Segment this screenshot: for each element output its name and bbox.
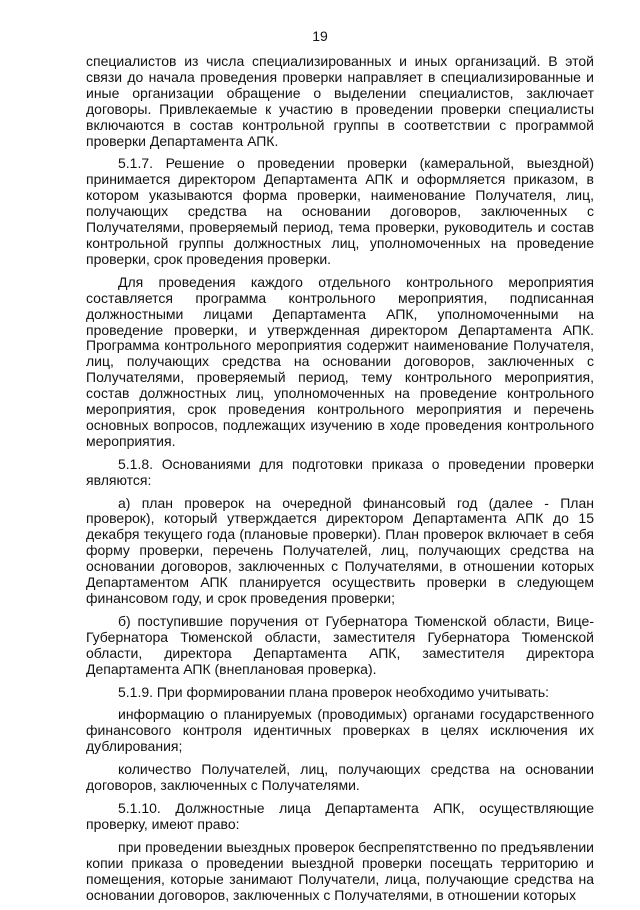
paragraph-5-1-9-info: информацию о планируемых (проводимых) органами государственного финансового контроля идентичных проверках в целях исключения их дублирования; bbox=[86, 706, 594, 755]
paragraph-5-1-9-count: количество Получателей, лиц, получающих средства на основании договоров, заключенных с Получателями. bbox=[86, 761, 594, 794]
paragraph-5-1-9: 5.1.9. При формировании плана проверок необходимо учитывать: bbox=[118, 683, 550, 700]
paragraph-5-1-10-right: при проведении выездных проверок беспрепятственно по предъявлении копии приказа о проведении выездной проверки посещать территорию и помещения, которые занимают Получатели, лица, получающие средства на основании договоров, заключенных с Получателями, в отношении которых bbox=[86, 838, 594, 903]
paragraph-5-1-8-b: б) поступившие поручения от Губернатора Тюменской области, Вице-Губернатора Тюменской области, заместителя Губернатора Тюменской области, директора Департамента АПК, заместителя директора Департамента АПК (внеплановая проверка). bbox=[86, 612, 594, 677]
paragraph-5-1-8: 5.1.8. Основаниями для подготовки приказа о проведении проверки являются: bbox=[86, 455, 594, 488]
paragraph-5-1-7: 5.1.7. Решение о проведении проверки (камеральной, выездной) принимается директором Департамента АПК и оформляется приказом, в котором указываются форма проверки, наименование Получателя, лиц, получающих средства на основании договоров, заключенных с Получателями, проверяемый период, тема проверки, руководитель и состав контрольной группы должностных лиц, уполномоченных на проведение проверки, срок проведения проверки. bbox=[86, 155, 594, 267]
paragraph-5-1-8-a: а) план проверок на очередной финансовый год (далее - План проверок), который утверждается директором Департамента АПК до 15 декабря текущего года (плановые проверки). План проверок включает в себя форму проверки, перечень Получателей, лиц, получающих средства на основании договоров, заключенных с Получателями, в отношении которых Департаментом АПК планируется осуществить проверки в следующем финансовом году, и срок проведения проверки; bbox=[86, 494, 594, 606]
paragraph-program: Для проведения каждого отдельного контрольного мероприятия составляется программа контрольного мероприятия, подписанная должностными лицами Департамента АПК, уполномоченными на проведение проверки, и утвержденная директором Департамента АПК. Программа контрольного мероприятия содержит наименование Получателя, лиц, получающих средства на основании договоров, заключенных с Получателями, проверяемый период, тему контрольного мероприятия, состав должностных лиц, уполномоченных на проведение контрольного мероприятия, срок проведения контрольного мероприятия и перечень основных вопросов, подлежащих изучению в ходе проведения контрольного мероприятия. bbox=[86, 273, 594, 449]
page-number: 19 bbox=[312, 28, 328, 44]
paragraph-5-1-10: 5.1.10. Должностные лица Департамента АПК, осуществляющие проверку, имеют право: bbox=[86, 799, 594, 832]
paragraph-specialists-continuation: специалистов из числа специализированных и иных организаций. В этой связи до начала проведения проверки направляет в специализированные и иные организации обращение о выделении специалистов, заключает договоры. Привлекаемые к участию в проведении проверки специалисты включаются в состав контрольной группы в соответствии с программой проверки Департамента АПК. bbox=[86, 53, 594, 149]
document-body bbox=[86, 54, 594, 910]
